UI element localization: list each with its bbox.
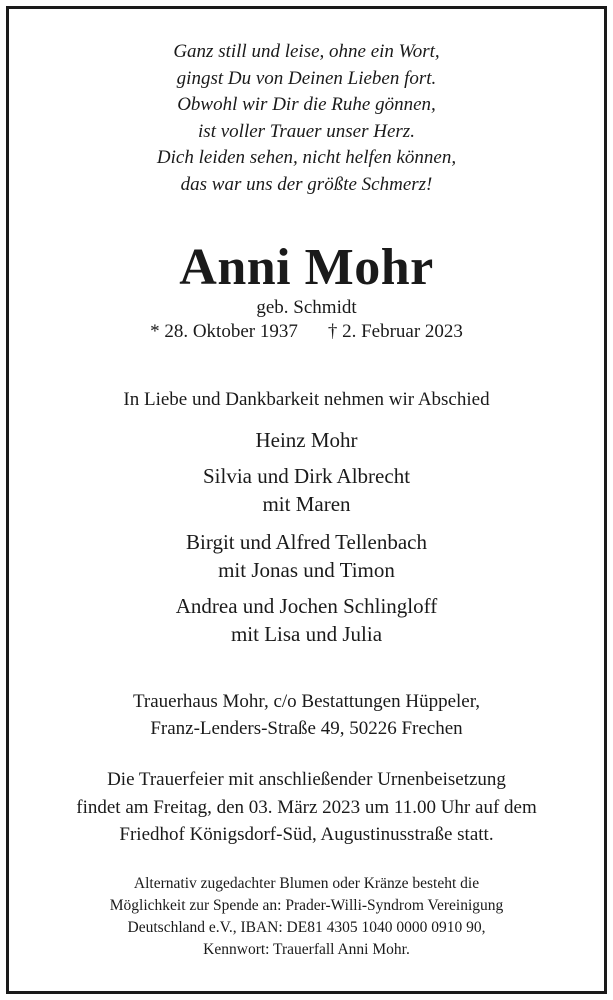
mourner-group [0,528,613,584]
poem [0,39,613,198]
mourner-children: mit Jonas und Timon [218,558,395,582]
poem-line: gingst Du von Deinen Lieben fort. [176,67,437,89]
maiden-name: geb. Schmidt [256,297,357,318]
birth-date: * 28. Oktober 1937 [150,321,298,342]
mourning-house-address [0,688,613,742]
mourner-names: Heinz Mohr [255,428,358,452]
farewell-intro: In Liebe und Dankbarkeit nehmen wir Abschied [123,389,490,410]
address-line: Trauerhaus Mohr, c/o Bestattungen Hüppeler, [132,691,481,712]
ceremony-line: Die Trauerfeier mit anschließender Urnenbeisetzung [107,769,506,790]
mourner-group [0,592,613,648]
mourner-names: Birgit und Alfred Tellenbach [186,530,427,554]
mourner-names: Andrea und Jochen Schlingloff [175,594,438,618]
ceremony-line: findet am Freitag, den 03. März 2023 um 11.00 Uhr auf dem [76,796,537,818]
poem-line: ist voller Trauer unser Herz. [198,120,415,142]
ceremony-line: Friedhof Königsdorf-Süd, Augustinusstraße statt. [119,824,494,845]
death-date: † 2. Februar 2023 [327,321,463,342]
donation-line: Deutschland e.V., IBAN: DE81 4305 1040 0000 0910 90, [127,919,486,936]
mourner-names: Silvia und Dirk Albrecht [202,464,411,488]
donation-line: Alternativ zugedachter Blumen oder Kränze besteht die [133,875,480,892]
life-dates [0,319,613,345]
donation-line: Kennwort: Trauerfall Anni Mohr. [203,941,410,958]
deceased-name: Anni Mohr [179,239,434,296]
mourner-children: mit Maren [262,492,351,516]
mourner-children: mit Lisa und Julia [230,622,383,646]
donation-line: Möglichkeit zur Spende an: Prader-Willi-Syndrom Vereinigung [109,897,504,914]
poem-line: Ganz still und leise, ohne ein Wort, [173,41,440,62]
mourner-group [0,426,613,454]
ceremony-info [0,766,613,849]
poem-line: das war uns der größte Schmerz! [180,173,433,195]
poem-line: Dich leiden sehen, nicht helfen können, [156,147,457,168]
donation-note [0,873,613,961]
poem-line: Obwohl wir Dir die Ruhe gönnen, [177,94,436,115]
address-line: Franz-Lenders-Straße 49, 50226 Frechen [150,718,463,739]
mourner-group [0,462,613,518]
